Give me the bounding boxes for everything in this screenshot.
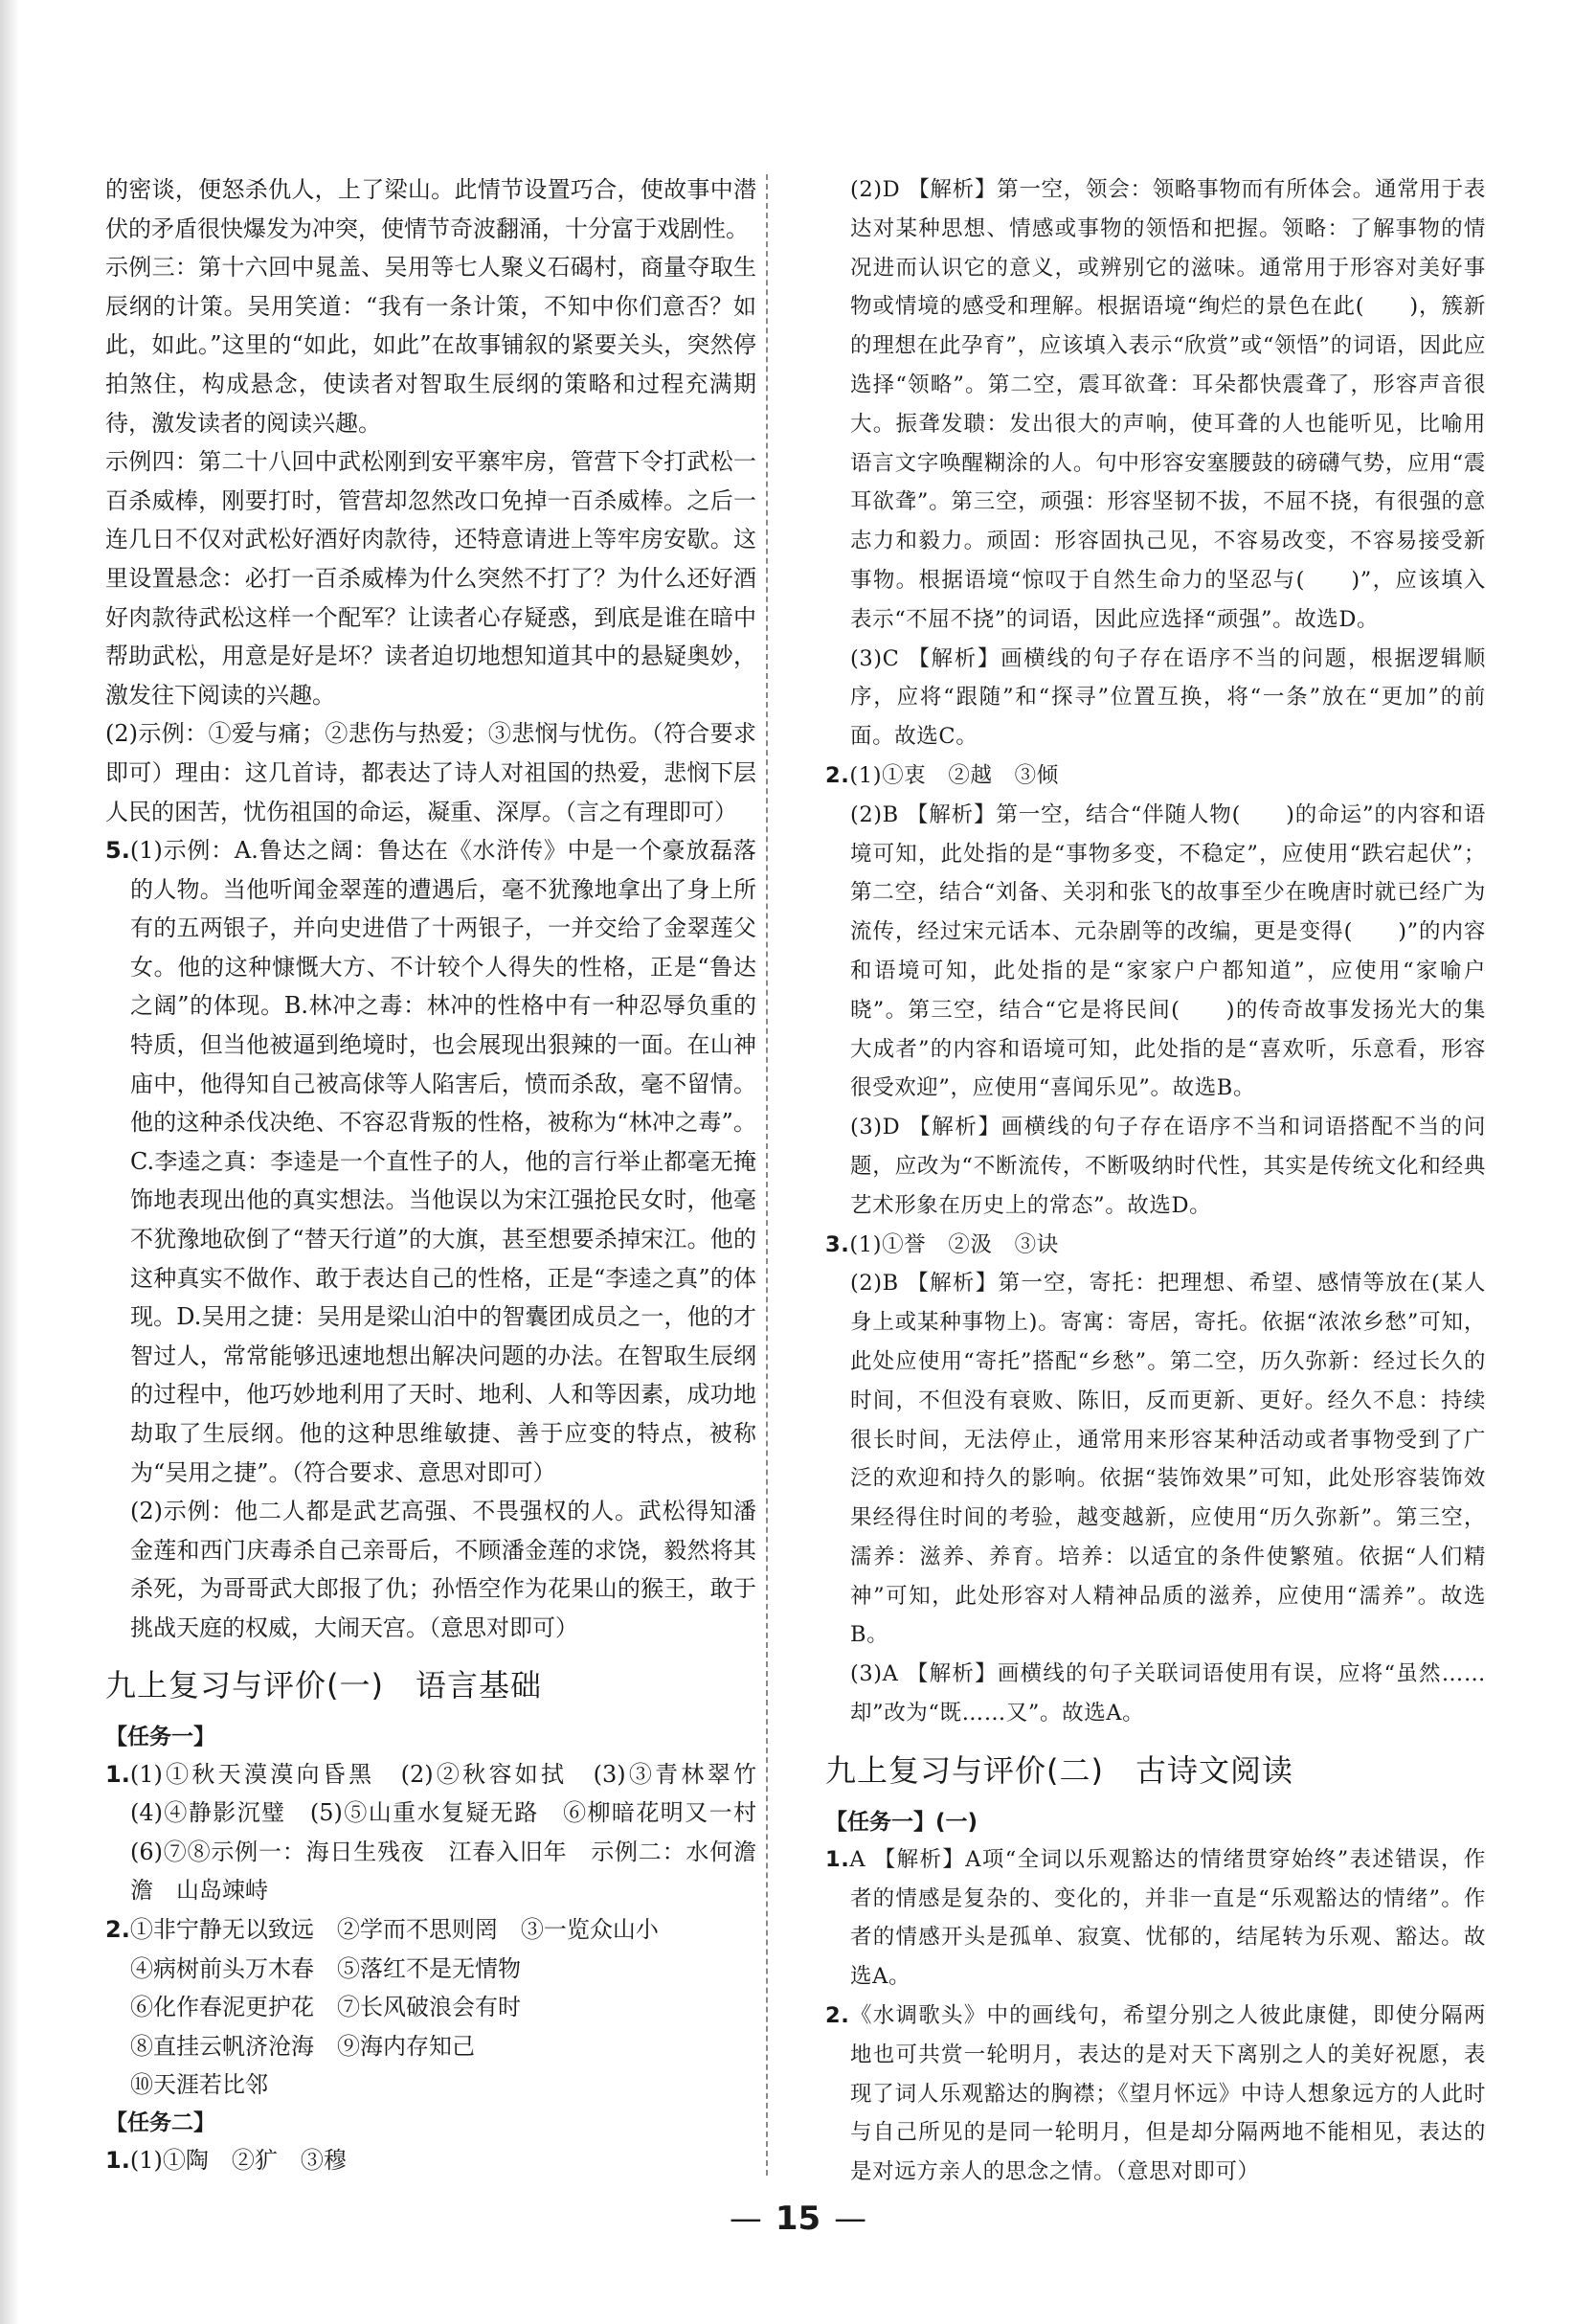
answer-part-2: (2)示例：①爱与痛；②悲伤与热爱；③悲悯与忧伤。（符合要求即可）理由：这几首诗，都表达了诗人对祖国的热爱，悲悯下层人民的困苦，忧伤祖国的命运，凝重、深厚。（言之有理即可） [105,720,756,825]
q1-part-3: (3)C 【解析】画横线的句子存在语序不当的问题，根据逻辑顺序，应将“跟随”和“探寻”位置互换，将“一条”放在“更加”的前面。故选C。 [850,645,1486,750]
task1-question-1: 1.(1)①秋天漠漠向昏黑 (2)②秋容如拭 (3)③青林翠竹 (4)④静影沉璧 (5)⑤山重水复疑无路 ⑥柳暗花明又一村 (6)⑦⑧示例一：海日生残夜 江春入旧年 示例二：水何澹澹 山岛竦峙 [105,1760,779,1905]
q1-part-2: (2)D 【解析】第一空，领会：领略事物而有所体会。通常用于表达对某种思想、情感或事物的领悟和把握。领略：了解事物的情况进而认识它的意义，或辨别它的滋味。通常用于形容对美好事物或情境的感受和理解。根据语境“绚烂的景色在此( )，簇新的理想在此孕育”，应该填入表示“欣赏”或“领悟”的词语，因此应选择“领略”。第二空，震耳欲聋：耳朵都快震聋了，形容声音很大。振聋发聩：发出很大的声响，使耳聋的人也能听见，比喻用语言文字唤醒糊涂的人。句中形容安塞腰鼓的磅礴气势，应用“震耳欲聋”。第三空，顽强：形容坚韧不拔，不屈不挠，有很强的意志力和毅力。顽固：形容固执己见，不容易改变，不容易接受新事物。根据语境“惊叹于自然生命力的坚忍与( )”，应该填入表示“不屈不挠”的词语，因此应选择“顽强”。故选D。 [850,177,1486,632]
task-two-label: 【任务二】 [105,2110,215,2135]
task1-q2-line: 2.①非宁静无以致远 ②学而不思则罔 ③一览众山小 [105,1915,659,1943]
q2-part-2: (2)B 【解析】第一空，结合“伴随人物( )的命运”的内容和语境可知，此处指的是“事物多变，不稳定”，应使用“跌宕起伏”；第二空，结合“刘备、关羽和张飞的故事至少在晚唐时就已经广为流传，经过宋元话本、元杂剧等的改编，更是变得( )”的内容和语境可知，此处指的是“家家户户都知道”，应使用“家喻户晓”。第三空，结合“它是将民间( )的传奇故事发扬光大的集大成者”的内容和语境可知，此处指的是“喜欢听，乐意看，形容很受欢迎”，应使用“喜闻乐见”。故选B。 [850,801,1486,1101]
reading-question-2: 2.《水调歌头》中的画线句，希望分别之人彼此康健，即使分隔两地也可共赏一轮明月，表达的是对天下离别之人的美好祝愿，表现了词人乐观豁达的胸襟；《望月怀远》中诗人想象远方的人此时与自己所见的是同一轮明月，但是却分隔两地不能相见，表达的是对远方亲人的思念之情。（意思对即可） [825,2003,1486,2185]
reading-question-1: 1.A 【解析】A项“全词以乐观豁达的情绪贯穿始终”表述错误，作者的情感是复杂的、变化的，并非一直是“乐观豁达的情绪”。作者的情感开头是孤单、寂寞、忧郁的，结尾转为乐观、豁达。故选A。 [825,1846,1486,1990]
example-four: 示例四：第二十八回中武松刚到安平寨牢房，管营下令打武松一百杀威棒，刚要打时，管营却忽然改口免掉一百杀威棒。之后一连几日不仅对武松好酒好肉款待，还特意请进上等牢房安歇。这里设置悬念：必打一百杀威棒为什么突然不打了？为什么还好酒好肉款待武松这样一个配军？让读者心存疑惑，到底是谁在暗中帮助武松，用意是好是坏？读者迫切地想知道其中的悬疑奥妙，激发往下阅读的兴趣。 [105,448,756,709]
section-heading-review-2: 九上复习与评价(二) 古诗文阅读 [825,1751,1293,1789]
section-heading-review-1: 九上复习与评价(一) 语言基础 [105,1666,542,1704]
q2-part-1: 2.(1)①衷 ②越 ③倾 [825,762,1059,788]
q2-part-3: (3)D 【解析】画横线的句子存在语序不当和词语搭配不当的问题，应改为“不断流传，不断吸纳时代性，其实是传统文化和经典艺术形象在历史上的常态”。故选D。 [850,1115,1486,1218]
task2-question-1: 1.(1)①陶 ②犷 ③穆 [105,2146,347,2174]
task1-question-2 [105,1910,756,2105]
right-column [825,170,1486,2192]
example-three: 示例三：第十六回中晁盖、吴用等七人聚义石碣村，商量夺取生辰纲的计策。吴用笑道：“我有一条计策，不知中你们意否？如此，如此。”这里的“如此，如此”在故事铺叙的紧要关头，突然停拍煞住，构成悬念，使读者对智取生辰纲的策略和过程充满期待，激发读者的阅读兴趣。 [105,254,756,437]
column-divider [766,174,768,2176]
task1-q2-line: ⑧直挂云帆济沧海 ⑨海内存知己 [130,2032,475,2060]
question-5-part-1: 5.(1)示例：A.鲁达之阔：鲁达在《水浒传》中是一个豪放磊落的人物。当他听闻金翠莲的遭遇后，毫不犹豫地拿出了身上所有的五两银子，并向史进借了十两银子，一并交给了金翠莲父女。他的这种慷慨大方、不计较个人得失的性格，正是“鲁达之阔”的体现。B.林冲之毒：林冲的性格中有一种忍辱负重的特质，但当他被逼到绝境时，也会展现出狠辣的一面。在山神庙中，他得知自己被高俅等人陷害后，愤而杀敌，毫不留情。他的这种杀伐决绝、不容忍背叛的性格，被称为“林冲之毒”。C.李逵之真：李逵是一个直性子的人，他的言行举止都毫无掩饰地表现出他的真实想法。当他误以为宋江强抢民女时，他毫不犹豫地砍倒了“替天行道”的大旗，甚至想要杀掉宋江。他的这种真实不做作、敢于表达自己的性格，正是“李逵之真”的体现。D.吴用之捷：吴用是梁山泊中的智囊团成员之一，他的才智过人，常常能够迅速地想出解决问题的办法。在智取生辰纲的过程中，他巧妙地利用了天时、地利、人和等因素，成功地劫取了生辰纲。他的这种思维敏捷、善于应变的特点，被称为“吴用之捷”。（符合要求、意思对即可） [105,837,756,1486]
left-column [105,170,779,2180]
task1-q2-line: ⑥化作春泥更护花 ⑦长风破浪会有时 [130,1994,521,2021]
q3-part-1: 3.(1)①誉 ②汲 ③诀 [825,1231,1059,1257]
task-one-label: 【任务一】 [105,1724,215,1749]
question-number: 5. [105,837,130,865]
q3-part-3: (3)A 【解析】画横线的句子关联词语使用有误，应将“虽然……却”改为“既……又”。故选A。 [850,1661,1486,1726]
task1-q2-line: ⑩天涯若比邻 [130,2071,268,2099]
paragraph-continued: 的密谈，便怒杀仇人，上了梁山。此情节设置巧合，使故事中潜伏的矛盾很快爆发为冲突，使情节奇波翻涌，十分富于戏剧性。 [105,176,756,242]
q3-part-2: (2)B 【解析】第一空，寄托：把理想、希望、感情等放在(某人身上或某种事物上)。寄寓：寄居，寄托。依据“浓浓乡愁”可知，此处应使用“寄托”搭配“乡愁”。第二空，历久弥新：经过长久的时间，不但没有衰败、陈旧，反而更新、更好。经久不息：持续很长时间，无法停止，通常用来形容某种活动或者事物受到了广泛的欢迎和持久的影响。依据“装饰效果”可知，此处形容装饰效果经得住时间的考验，越变越新，应使用“历久弥新”。第三空，濡养：滋养、养育。培养：以适宜的条件使繁殖。依据“人们精神”可知，此处形容对人精神品质的滋养，应使用“濡养”。故选B。 [850,1271,1486,1648]
page-binding-shadow [0,0,19,2324]
question-5-part-2: (2)示例：他二人都是武艺高强、不畏强权的人。武松得知潘金莲和西门庆毒杀自己亲哥后，不顾潘金莲的求饶，毅然将其杀死，为哥哥武大郎报了仇；孙悟空作为花果山的猴王，敢于挑战天庭的权威，大闹天宫。（意思对即可） [130,1498,756,1641]
task-one-label-right: 【任务一】(一) [825,1809,978,1835]
page-number: — 15 — [729,2200,867,2238]
task1-q2-line: ④病树前头万木春 ⑤落红不是无情物 [130,1954,521,1982]
